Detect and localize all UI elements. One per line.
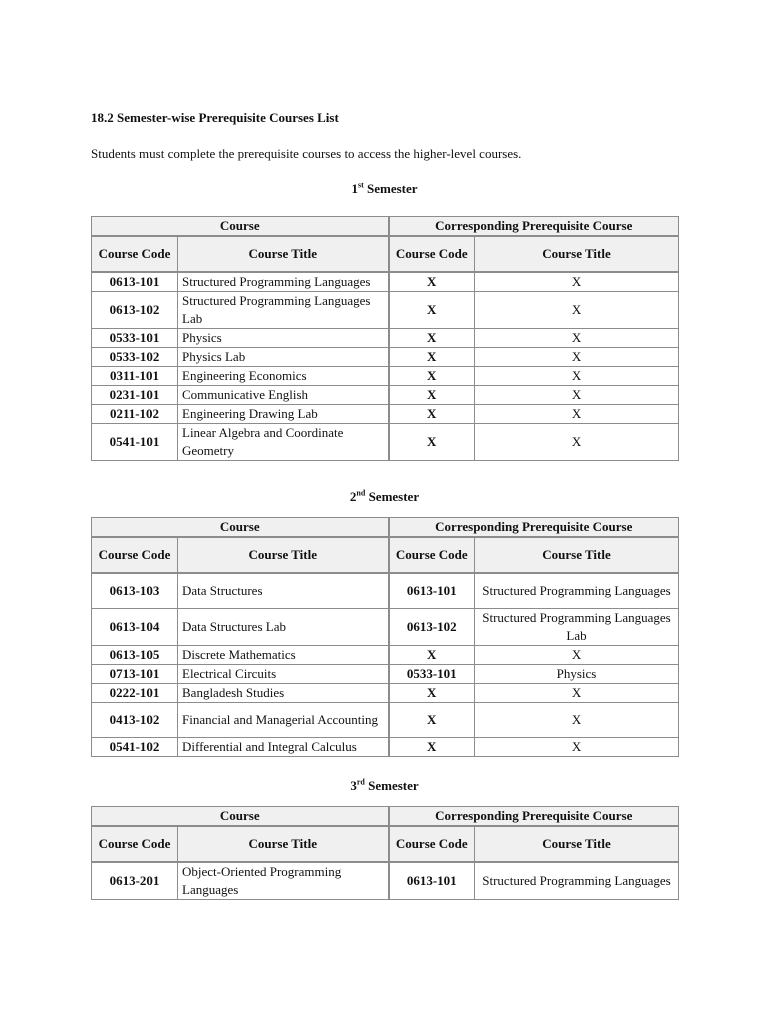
prereq-code-cell: X xyxy=(389,272,475,292)
prereq-code-cell: X xyxy=(389,386,475,405)
col-header-course-title: Course Title xyxy=(178,236,389,272)
prereq-code-cell: X xyxy=(389,684,475,703)
course-code-cell: 0613-102 xyxy=(92,292,178,329)
group-header-course: Course xyxy=(92,807,389,827)
table-row xyxy=(92,292,679,329)
course-code-cell: 0311-101 xyxy=(92,367,178,386)
table-body xyxy=(92,862,679,900)
prereq-title-cell: Structured Programming Languages Lab xyxy=(475,609,679,646)
table-row xyxy=(92,703,679,738)
course-title-cell: Physics xyxy=(178,329,389,348)
course-title-cell: Structured Programming Languages Lab xyxy=(178,292,389,329)
table-row xyxy=(92,424,679,461)
table-row xyxy=(92,367,679,386)
prereq-table-semester-3 xyxy=(91,806,679,900)
course-title-cell: Engineering Drawing Lab xyxy=(178,405,389,424)
table-row xyxy=(92,405,679,424)
col-header-prereq-code: Course Code xyxy=(389,537,475,573)
prereq-title-cell: Physics xyxy=(475,665,679,684)
table-row xyxy=(92,862,679,900)
prereq-title-cell: X xyxy=(475,684,679,703)
prereq-code-cell: X xyxy=(389,329,475,348)
col-header-prereq-title: Course Title xyxy=(475,537,679,573)
prereq-code-cell: X xyxy=(389,367,475,386)
group-header-prereq: Corresponding Prerequisite Course xyxy=(389,518,679,538)
group-header-course: Course xyxy=(92,518,389,538)
prereq-title-cell: X xyxy=(475,738,679,757)
col-header-course-title: Course Title xyxy=(178,537,389,573)
course-code-cell: 0613-104 xyxy=(92,609,178,646)
prereq-code-cell: X xyxy=(389,738,475,757)
table-row xyxy=(92,738,679,757)
course-code-cell: 0613-105 xyxy=(92,646,178,665)
course-code-cell: 0231-101 xyxy=(92,386,178,405)
prereq-title-cell: X xyxy=(475,292,679,329)
prereq-title-cell: Structured Programming Languages xyxy=(475,862,679,900)
prereq-title-cell: X xyxy=(475,646,679,665)
table-row xyxy=(92,329,679,348)
course-title-cell: Discrete Mathematics xyxy=(178,646,389,665)
semester-suffix: rd xyxy=(356,777,365,787)
prereq-code-cell: X xyxy=(389,703,475,738)
semester-title xyxy=(91,778,678,794)
prereq-table-semester-2 xyxy=(91,517,679,757)
prereq-title-cell: X xyxy=(475,386,679,405)
prereq-code-cell: 0533-101 xyxy=(389,665,475,684)
prereq-code-cell: X xyxy=(389,292,475,329)
prereq-title-cell: X xyxy=(475,424,679,461)
semester-label: Semester xyxy=(365,489,420,504)
course-code-cell: 0413-102 xyxy=(92,703,178,738)
course-title-cell: Physics Lab xyxy=(178,348,389,367)
course-title-cell: Object-Oriented Programming Languages xyxy=(178,862,389,900)
semester-number: 3 xyxy=(350,778,357,793)
prereq-code-cell: 0613-101 xyxy=(389,573,475,609)
table-row xyxy=(92,646,679,665)
prereq-title-cell: X xyxy=(475,329,679,348)
table-body xyxy=(92,272,679,461)
prereq-title-cell: X xyxy=(475,348,679,367)
group-header-course: Course xyxy=(92,217,389,237)
intro-paragraph: Students must complete the prerequisite courses to access the higher-level courses. xyxy=(91,146,522,161)
prereq-code-cell: X xyxy=(389,405,475,424)
course-code-cell: 0613-101 xyxy=(92,272,178,292)
table-body xyxy=(92,573,679,757)
course-code-cell: 0533-102 xyxy=(92,348,178,367)
course-title-cell: Differential and Integral Calculus xyxy=(178,738,389,757)
col-header-prereq-code: Course Code xyxy=(389,826,475,862)
col-header-course-code: Course Code xyxy=(92,236,178,272)
prereq-code-cell: X xyxy=(389,424,475,461)
course-title-cell: Data Structures Lab xyxy=(178,609,389,646)
semester-title xyxy=(91,181,678,197)
course-title-cell: Communicative English xyxy=(178,386,389,405)
col-header-prereq-title: Course Title xyxy=(475,236,679,272)
course-code-cell: 0541-101 xyxy=(92,424,178,461)
col-header-prereq-code: Course Code xyxy=(389,236,475,272)
semester-suffix: nd xyxy=(356,488,366,498)
prereq-title-cell: Structured Programming Languages xyxy=(475,573,679,609)
group-header-prereq: Corresponding Prerequisite Course xyxy=(389,217,679,237)
course-title-cell: Linear Algebra and Coordinate Geometry xyxy=(178,424,389,461)
course-title-cell: Data Structures xyxy=(178,573,389,609)
table-row xyxy=(92,348,679,367)
prereq-code-cell: 0613-102 xyxy=(389,609,475,646)
group-header-prereq: Corresponding Prerequisite Course xyxy=(389,807,679,827)
course-code-cell: 0222-101 xyxy=(92,684,178,703)
table-row xyxy=(92,272,679,292)
course-code-cell: 0211-102 xyxy=(92,405,178,424)
course-title-cell: Electrical Circuits xyxy=(178,665,389,684)
course-code-cell: 0533-101 xyxy=(92,329,178,348)
course-title-cell: Structured Programming Languages xyxy=(178,272,389,292)
table-row xyxy=(92,665,679,684)
col-header-course-title: Course Title xyxy=(178,826,389,862)
section-heading: 18.2 Semester-wise Prerequisite Courses List xyxy=(91,110,339,125)
table-row xyxy=(92,386,679,405)
prereq-title-cell: X xyxy=(475,405,679,424)
course-code-cell: 0613-201 xyxy=(92,862,178,900)
semester-label: Semester xyxy=(363,181,418,196)
course-title-cell: Bangladesh Studies xyxy=(178,684,389,703)
prereq-code-cell: X xyxy=(389,646,475,665)
col-header-course-code: Course Code xyxy=(92,537,178,573)
semester-suffix: st xyxy=(357,180,364,190)
prereq-code-cell: X xyxy=(389,348,475,367)
col-header-course-code: Course Code xyxy=(92,826,178,862)
prereq-title-cell: X xyxy=(475,272,679,292)
course-code-cell: 0613-103 xyxy=(92,573,178,609)
prereq-code-cell: 0613-101 xyxy=(389,862,475,900)
prereq-title-cell: X xyxy=(475,367,679,386)
prereq-title-cell: X xyxy=(475,703,679,738)
course-title-cell: Engineering Economics xyxy=(178,367,389,386)
course-code-cell: 0713-101 xyxy=(92,665,178,684)
table-row xyxy=(92,609,679,646)
prereq-table-semester-1 xyxy=(91,216,679,461)
semester-number: 1 xyxy=(351,181,358,196)
table-row xyxy=(92,573,679,609)
semester-label: Semester xyxy=(364,778,419,793)
course-title-cell: Financial and Managerial Accounting xyxy=(178,703,389,738)
table-row xyxy=(92,684,679,703)
semester-number: 2 xyxy=(349,489,357,504)
col-header-prereq-title: Course Title xyxy=(475,826,679,862)
course-code-cell: 0541-102 xyxy=(92,738,178,757)
semester-title xyxy=(91,489,678,505)
